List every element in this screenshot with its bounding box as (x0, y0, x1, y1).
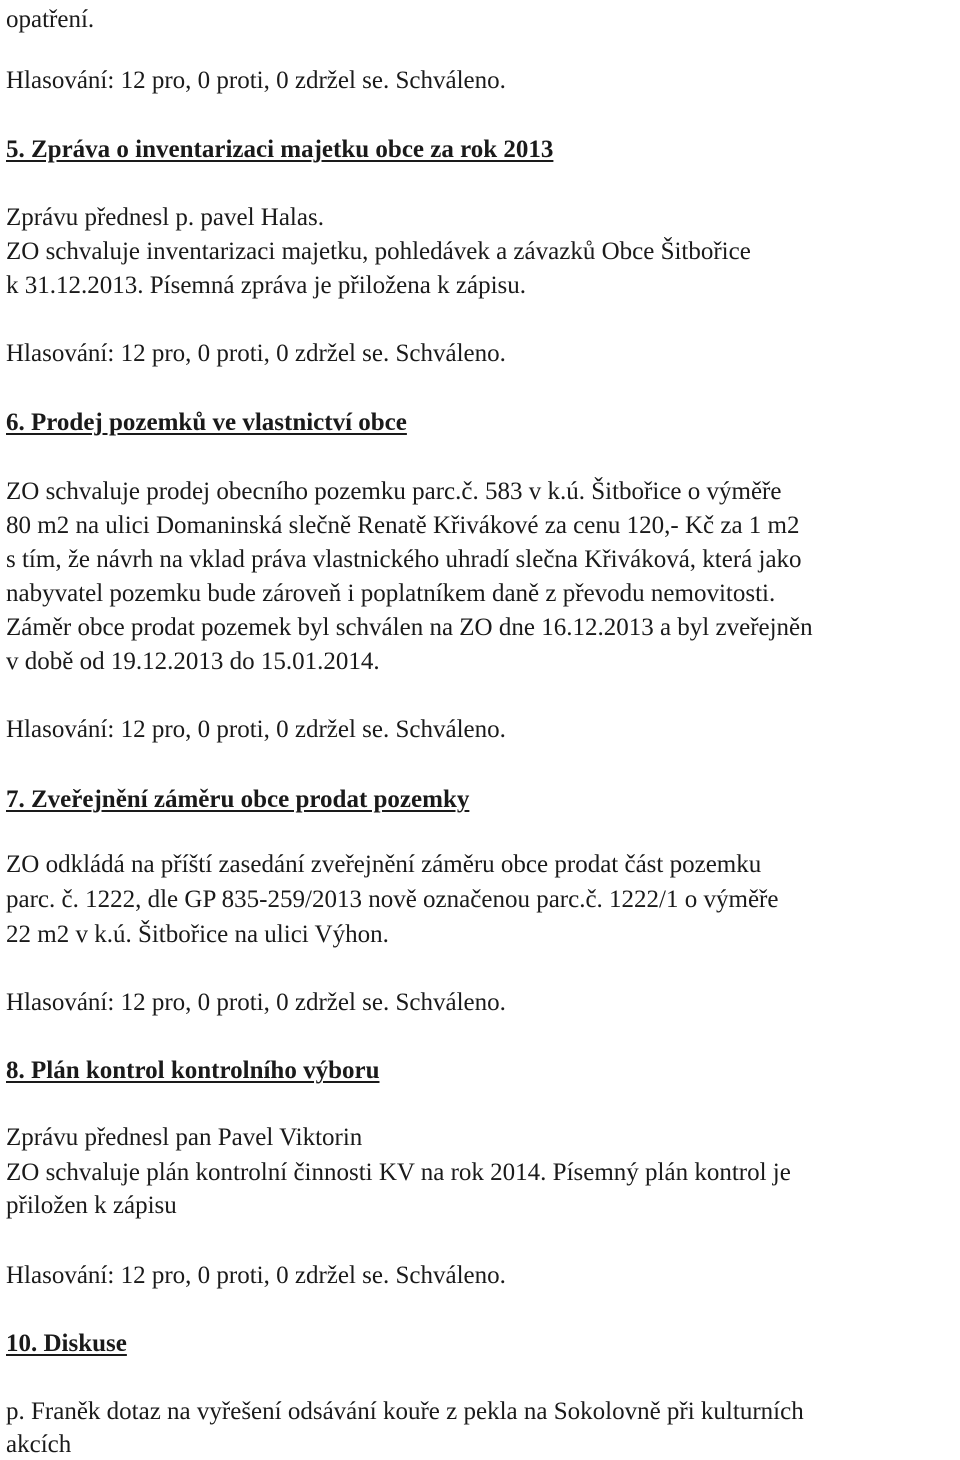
section-8-line: ZO schvaluje plán kontrolní činnosti KV na rok 2014. Písemný plán kontrol je (6, 1159, 791, 1186)
section-6-line: 80 m2 na ulici Domaninská slečně Renatě Křivákové za cenu 120,- Kč za 1 m2 (6, 512, 800, 539)
section-5-vote-result: Hlasování: 12 pro, 0 proti, 0 zdržel se. Schváleno. (6, 340, 506, 367)
section-7-line: ZO odkládá na příští zasedání zveřejnění záměru obce prodat část pozemku (6, 851, 762, 878)
section-6-line: s tím, že návrh na vklad práva vlastnického uhradí slečna Křiváková, která jako (6, 546, 802, 573)
section-7-line: parc. č. 1222, dle GP 835-259/2013 nově označenou parc.č. 1222/1 o výměře (6, 886, 779, 913)
section-6-heading: 6. Prodej pozemků ve vlastnictví obce (6, 409, 407, 436)
section-7-vote-result: Hlasování: 12 pro, 0 proti, 0 zdržel se. Schváleno. (6, 989, 506, 1016)
section-7-line: 22 m2 v k.ú. Šitbořice na ulici Výhon. (6, 921, 389, 948)
section-6-line: nabyvatel pozemku bude zároveň i poplatníkem daně z převodu nemovitosti. (6, 580, 776, 607)
vote-result: Hlasování: 12 pro, 0 proti, 0 zdržel se. Schváleno. (6, 67, 506, 94)
section-5-heading: 5. Zpráva o inventarizaci majetku obce za rok 2013 (6, 136, 554, 163)
section-8-vote-result: Hlasování: 12 pro, 0 proti, 0 zdržel se. Schváleno. (6, 1262, 506, 1289)
section-5-line: ZO schvaluje inventarizaci majetku, pohledávek a závazků Obce Šitbořice (6, 238, 751, 265)
section-6-line: ZO schvaluje prodej obecního pozemku parc.č. 583 v k.ú. Šitbořice o výměře (6, 478, 782, 505)
intro-tail-text: opatření. (6, 6, 95, 33)
section-5-line: k 31.12.2013. Písemná zpráva je přiložena k zápisu. (6, 272, 526, 299)
section-10-line: p. Franěk dotaz na vyřešení odsávání kouře z pekla na Sokolovně při kulturních (6, 1398, 804, 1425)
section-6-vote-result: Hlasování: 12 pro, 0 proti, 0 zdržel se. Schváleno. (6, 716, 506, 743)
section-5-line: Zprávu přednesl p. pavel Halas. (6, 204, 324, 231)
section-8-line: Zprávu přednesl pan Pavel Viktorin (6, 1124, 363, 1151)
section-8-heading: 8. Plán kontrol kontrolního výboru (6, 1057, 380, 1084)
section-7-heading: 7. Zveřejnění záměru obce prodat pozemky (6, 786, 470, 813)
section-10-line: akcích (6, 1431, 72, 1458)
section-6-line: v době od 19.12.2013 do 15.01.2014. (6, 648, 380, 675)
section-10-heading: 10. Diskuse (6, 1330, 127, 1357)
section-8-line: přiložen k zápisu (6, 1192, 177, 1219)
section-6-line: Záměr obce prodat pozemek byl schválen na ZO dne 16.12.2013 a byl zveřejněn (6, 614, 813, 641)
